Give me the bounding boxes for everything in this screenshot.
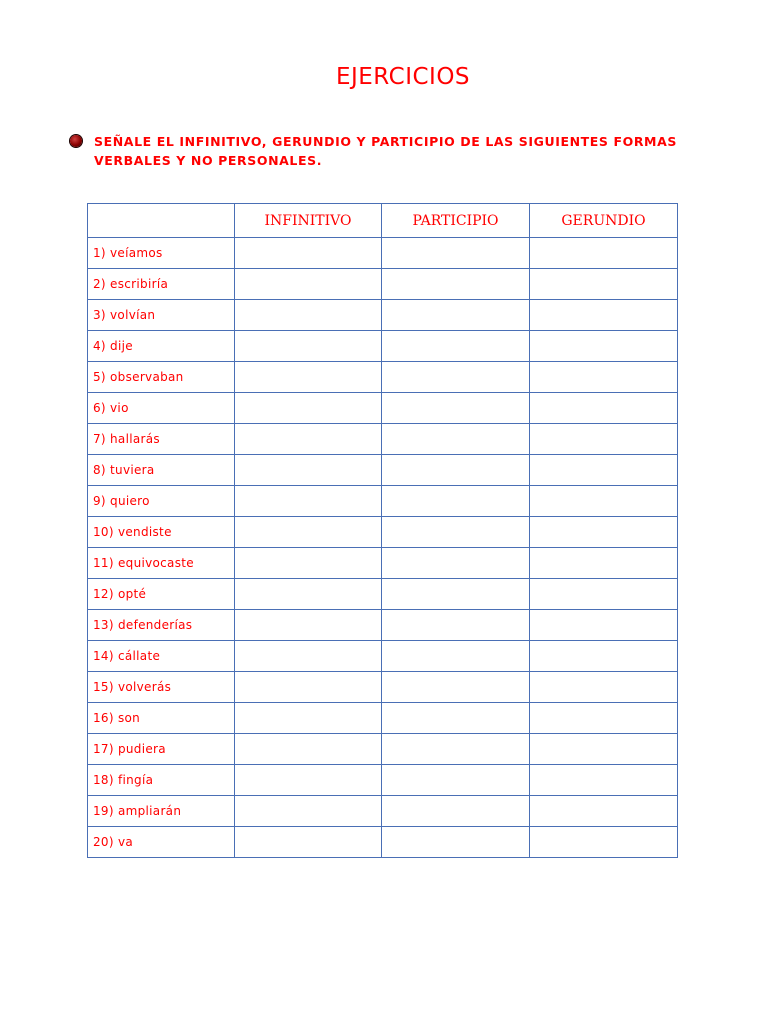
answer-cell-participio[interactable] [382, 641, 530, 672]
answer-cell-infinitivo[interactable] [235, 827, 382, 858]
answer-cell-participio[interactable] [382, 734, 530, 765]
verb-form-label: 3) volvían [88, 300, 235, 331]
table-row [88, 610, 678, 641]
answer-cell-gerundio[interactable] [530, 455, 678, 486]
table-row [88, 393, 678, 424]
verb-form-label: 10) vendiste [88, 517, 235, 548]
answer-cell-gerundio[interactable] [530, 672, 678, 703]
answer-cell-participio[interactable] [382, 238, 530, 269]
answer-cell-infinitivo[interactable] [235, 579, 382, 610]
answer-cell-participio[interactable] [382, 765, 530, 796]
table-header-row [88, 204, 678, 238]
answer-cell-gerundio[interactable] [530, 486, 678, 517]
answer-cell-gerundio[interactable] [530, 548, 678, 579]
answer-cell-gerundio[interactable] [530, 827, 678, 858]
answer-cell-gerundio[interactable] [530, 734, 678, 765]
answer-cell-infinitivo[interactable] [235, 765, 382, 796]
answer-cell-infinitivo[interactable] [235, 238, 382, 269]
answer-cell-infinitivo[interactable] [235, 548, 382, 579]
answer-cell-gerundio[interactable] [530, 517, 678, 548]
table-row [88, 300, 678, 331]
table-row [88, 238, 678, 269]
answer-cell-infinitivo[interactable] [235, 734, 382, 765]
answer-cell-infinitivo[interactable] [235, 672, 382, 703]
table-row [88, 641, 678, 672]
answer-cell-infinitivo[interactable] [235, 703, 382, 734]
answer-cell-participio[interactable] [382, 424, 530, 455]
answer-cell-participio[interactable] [382, 269, 530, 300]
answer-cell-gerundio[interactable] [530, 641, 678, 672]
answer-cell-gerundio[interactable] [530, 765, 678, 796]
verb-form-label: 18) fingía [88, 765, 235, 796]
answer-cell-infinitivo[interactable] [235, 610, 382, 641]
answer-cell-gerundio[interactable] [530, 579, 678, 610]
verb-form-label: 19) ampliarán [88, 796, 235, 827]
header-infinitivo: INFINITIVO [235, 204, 382, 238]
answer-cell-participio[interactable] [382, 548, 530, 579]
answer-cell-gerundio[interactable] [530, 424, 678, 455]
answer-cell-infinitivo[interactable] [235, 362, 382, 393]
table-row [88, 548, 678, 579]
answer-cell-gerundio[interactable] [530, 393, 678, 424]
answer-cell-participio[interactable] [382, 610, 530, 641]
verb-form-label: 1) veíamos [88, 238, 235, 269]
table-row [88, 765, 678, 796]
table-row [88, 796, 678, 827]
table-row [88, 486, 678, 517]
answer-cell-participio[interactable] [382, 579, 530, 610]
answer-cell-infinitivo[interactable] [235, 796, 382, 827]
answer-cell-participio[interactable] [382, 362, 530, 393]
answer-cell-infinitivo[interactable] [235, 424, 382, 455]
verb-form-label: 14) cállate [88, 641, 235, 672]
table-row [88, 579, 678, 610]
verb-form-label: 9) quiero [88, 486, 235, 517]
answer-cell-participio[interactable] [382, 300, 530, 331]
answer-cell-participio[interactable] [382, 796, 530, 827]
verb-form-label: 7) hallarás [88, 424, 235, 455]
answer-cell-gerundio[interactable] [530, 269, 678, 300]
table-row [88, 331, 678, 362]
answer-cell-gerundio[interactable] [530, 300, 678, 331]
page-title: EJERCICIOS [335, 64, 471, 90]
table-row [88, 672, 678, 703]
verb-table [87, 203, 678, 858]
bullet-icon [70, 135, 82, 147]
answer-cell-participio[interactable] [382, 486, 530, 517]
verb-form-label: 11) equivocaste [88, 548, 235, 579]
verb-form-label: 8) tuviera [88, 455, 235, 486]
verb-form-label: 13) defenderías [88, 610, 235, 641]
answer-cell-infinitivo[interactable] [235, 455, 382, 486]
answer-cell-participio[interactable] [382, 393, 530, 424]
verb-form-label: 16) son [88, 703, 235, 734]
answer-cell-infinitivo[interactable] [235, 517, 382, 548]
verb-form-label: 6) vio [88, 393, 235, 424]
header-participio: PARTICIPIO [382, 204, 530, 238]
header-verb [88, 204, 235, 238]
verb-form-label: 12) opté [88, 579, 235, 610]
answer-cell-infinitivo[interactable] [235, 486, 382, 517]
answer-cell-infinitivo[interactable] [235, 393, 382, 424]
answer-cell-gerundio[interactable] [530, 796, 678, 827]
answer-cell-participio[interactable] [382, 455, 530, 486]
instruction-text: SEÑALE EL INFINITIVO, GERUNDIO Y PARTICIPIO DE LAS SIGUIENTES FORMAS VERBALES Y NO PERSONALES. [94, 134, 677, 168]
table-row [88, 734, 678, 765]
answer-cell-gerundio[interactable] [530, 331, 678, 362]
answer-cell-participio[interactable] [382, 331, 530, 362]
answer-cell-gerundio[interactable] [530, 703, 678, 734]
answer-cell-participio[interactable] [382, 827, 530, 858]
answer-cell-gerundio[interactable] [530, 238, 678, 269]
table-row [88, 703, 678, 734]
header-gerundio: GERUNDIO [530, 204, 678, 238]
answer-cell-participio[interactable] [382, 703, 530, 734]
answer-cell-gerundio[interactable] [530, 610, 678, 641]
verb-form-label: 4) dije [88, 331, 235, 362]
verb-form-label: 20) va [88, 827, 235, 858]
table-row [88, 517, 678, 548]
verb-form-label: 2) escribiría [88, 269, 235, 300]
answer-cell-infinitivo[interactable] [235, 300, 382, 331]
table-row [88, 455, 678, 486]
answer-cell-participio[interactable] [382, 517, 530, 548]
answer-cell-infinitivo[interactable] [235, 269, 382, 300]
verb-form-label: 17) pudiera [88, 734, 235, 765]
answer-cell-infinitivo[interactable] [235, 331, 382, 362]
answer-cell-gerundio[interactable] [530, 362, 678, 393]
answer-cell-participio[interactable] [382, 672, 530, 703]
table-row [88, 424, 678, 455]
table-body [88, 238, 678, 858]
verb-form-label: 5) observaban [88, 362, 235, 393]
answer-cell-infinitivo[interactable] [235, 641, 382, 672]
table-row [88, 269, 678, 300]
table-row [88, 827, 678, 858]
table-row [88, 362, 678, 393]
verb-form-label: 15) volverás [88, 672, 235, 703]
